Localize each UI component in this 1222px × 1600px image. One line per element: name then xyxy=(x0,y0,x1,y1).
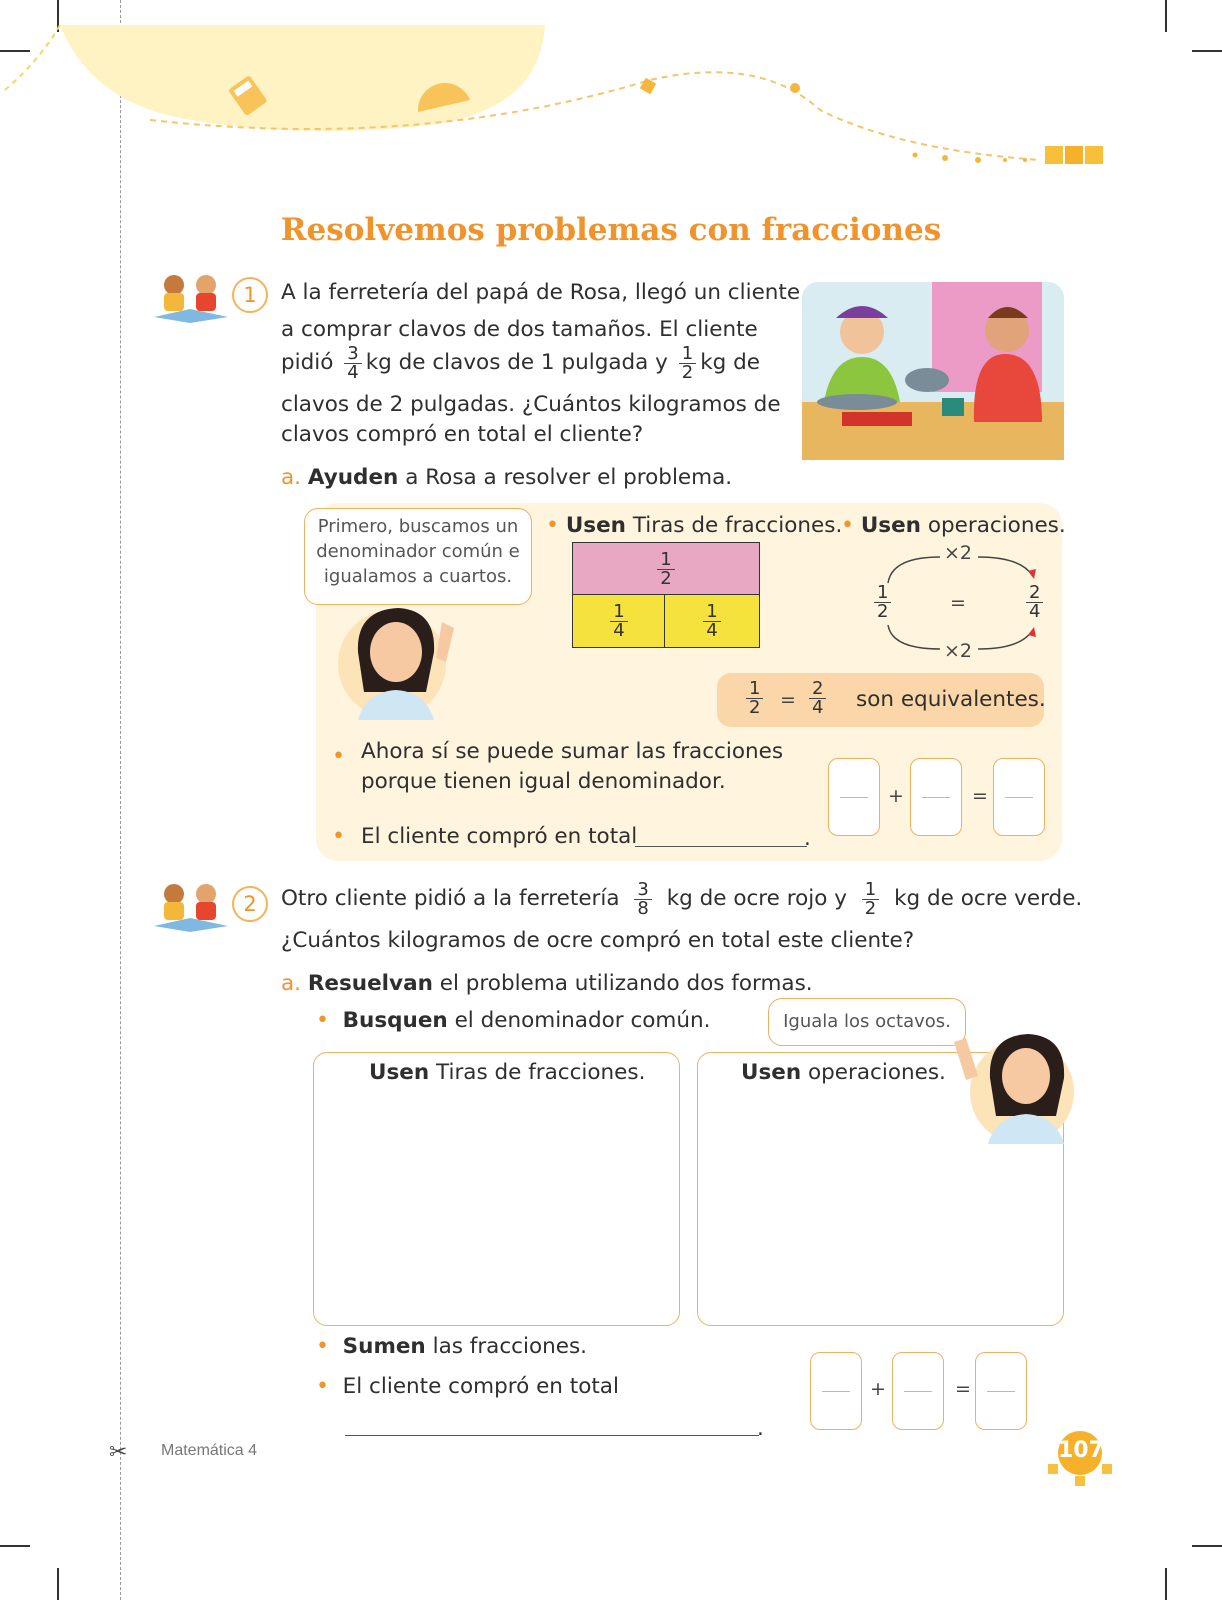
students-reading-icon xyxy=(152,874,230,932)
crop-mark xyxy=(1165,1568,1167,1600)
bullet: • xyxy=(332,824,345,849)
answer-line[interactable] xyxy=(635,846,807,847)
problem-1-line: clavos compró en total el cliente? xyxy=(281,422,644,447)
fraction-strip-quarter: $\frac{1}{4}$ xyxy=(664,594,760,648)
fraction: $\frac{1}{2}$ xyxy=(742,680,767,717)
equals-sign: = xyxy=(972,785,988,807)
instruction-a: a. Resuelvan el problema utilizando dos formas. xyxy=(281,971,813,996)
method-strips-heading: • Usen Tiras de fracciones. xyxy=(546,513,843,538)
scissors-icon: ✂ xyxy=(109,1440,128,1465)
hardware-store-illustration xyxy=(802,282,1064,460)
cube-icon xyxy=(640,78,656,94)
crop-mark xyxy=(1192,1545,1222,1547)
fraction-answer-box[interactable] xyxy=(993,758,1045,836)
fraction: $\frac{2}{4}$ xyxy=(805,680,830,717)
problem-number-badge: 2 xyxy=(232,886,268,922)
plus-sign: + xyxy=(870,1378,886,1400)
instruction-a: a. Ayuden a Rosa a resolver el problema. xyxy=(281,465,733,490)
bullet: • xyxy=(332,744,345,769)
bullet-text: Ahora sí se puede sumar las fracciones porque tienen igual denominador. xyxy=(361,739,784,794)
rosa-girl-illustration xyxy=(948,1012,1078,1144)
header-decoration xyxy=(0,0,1222,200)
page-title: Resolvemos problemas con fracciones xyxy=(280,212,942,248)
answer-line[interactable] xyxy=(345,1435,759,1436)
fraction-strip-quarter: $\frac{1}{4}$ xyxy=(572,594,666,648)
bullet-text: El cliente compró en total xyxy=(361,824,638,849)
crop-mark xyxy=(57,1568,59,1600)
fraction-answer-box[interactable] xyxy=(910,758,962,836)
rosa-girl-illustration xyxy=(336,592,476,720)
equals-sign: = xyxy=(950,592,966,614)
speech-bubble: Iguala los octavos. xyxy=(768,998,966,1046)
problem-1-line: A la ferretería del papá de Rosa, llegó un cliente xyxy=(281,280,801,305)
fraction: $\frac{1}{2}$ xyxy=(870,584,895,621)
work-box-strips[interactable] xyxy=(313,1052,680,1326)
times-two-label: ×2 xyxy=(944,640,973,662)
bullet-text: • Sumen las fracciones. xyxy=(316,1334,588,1359)
problem-1-line: clavos de 2 pulgadas. ¿Cuántos kilogramos de xyxy=(281,392,781,417)
period: . xyxy=(804,826,811,851)
crop-mark xyxy=(0,1545,30,1547)
problem-number-badge: 1 xyxy=(232,277,268,313)
fraction-answer-box[interactable] xyxy=(975,1352,1027,1430)
students-reading-icon xyxy=(152,265,230,323)
problem-2-line-with-fractions: Otro cliente pidió a la ferretería $\frac{3}{8}$ kg de ocre rojo y $\frac{1}{2}$ kg de ocre verde. xyxy=(281,878,1083,919)
fraction: $\frac{3}{4}$ xyxy=(344,345,361,382)
fraction: $\frac{1}{2}$ xyxy=(679,345,696,382)
fraction-answer-box[interactable] xyxy=(892,1352,944,1430)
speech-bubble: Primero, buscamos un denominador común e igualamos a cuartos. xyxy=(304,508,532,605)
plus-sign: + xyxy=(888,785,904,807)
problem-2-line: ¿Cuántos kilogramos de ocre compró en total este cliente? xyxy=(281,928,915,953)
page-number: 107 xyxy=(1058,1438,1104,1463)
fraction: $\frac{2}{4}$ xyxy=(1022,584,1047,621)
fraction-answer-box[interactable] xyxy=(828,758,880,836)
equals-sign: = xyxy=(955,1378,971,1400)
equals-sign: = xyxy=(780,689,796,711)
book-title: Matemática 4 xyxy=(161,1442,258,1459)
fraction-strip-half: $\frac{1}{2}$ xyxy=(572,542,760,596)
work-box-title: Usen Tiras de fracciones. xyxy=(369,1060,646,1085)
fraction-answer-box[interactable] xyxy=(810,1352,862,1430)
times-two-label: ×2 xyxy=(944,542,973,564)
problem-1-line-with-fractions: pidió $\frac{3}{4}$ kg de clavos de 1 pulgada y $\frac{1}{2}$ kg de xyxy=(281,342,761,383)
method-operations-heading: • Usen operaciones. xyxy=(841,513,1066,538)
bullet-text: • Busquen el denominador común. xyxy=(316,1008,711,1033)
period: . xyxy=(757,1416,764,1441)
cubes-icon xyxy=(1045,146,1103,164)
equivalence-text: son equivalentes. xyxy=(856,687,1046,712)
problem-1-line: a comprar clavos de dos tamaños. El cliente xyxy=(281,317,758,342)
work-box-title: Usen operaciones. xyxy=(741,1060,946,1085)
bullet-text: • El cliente compró en total xyxy=(316,1374,619,1399)
